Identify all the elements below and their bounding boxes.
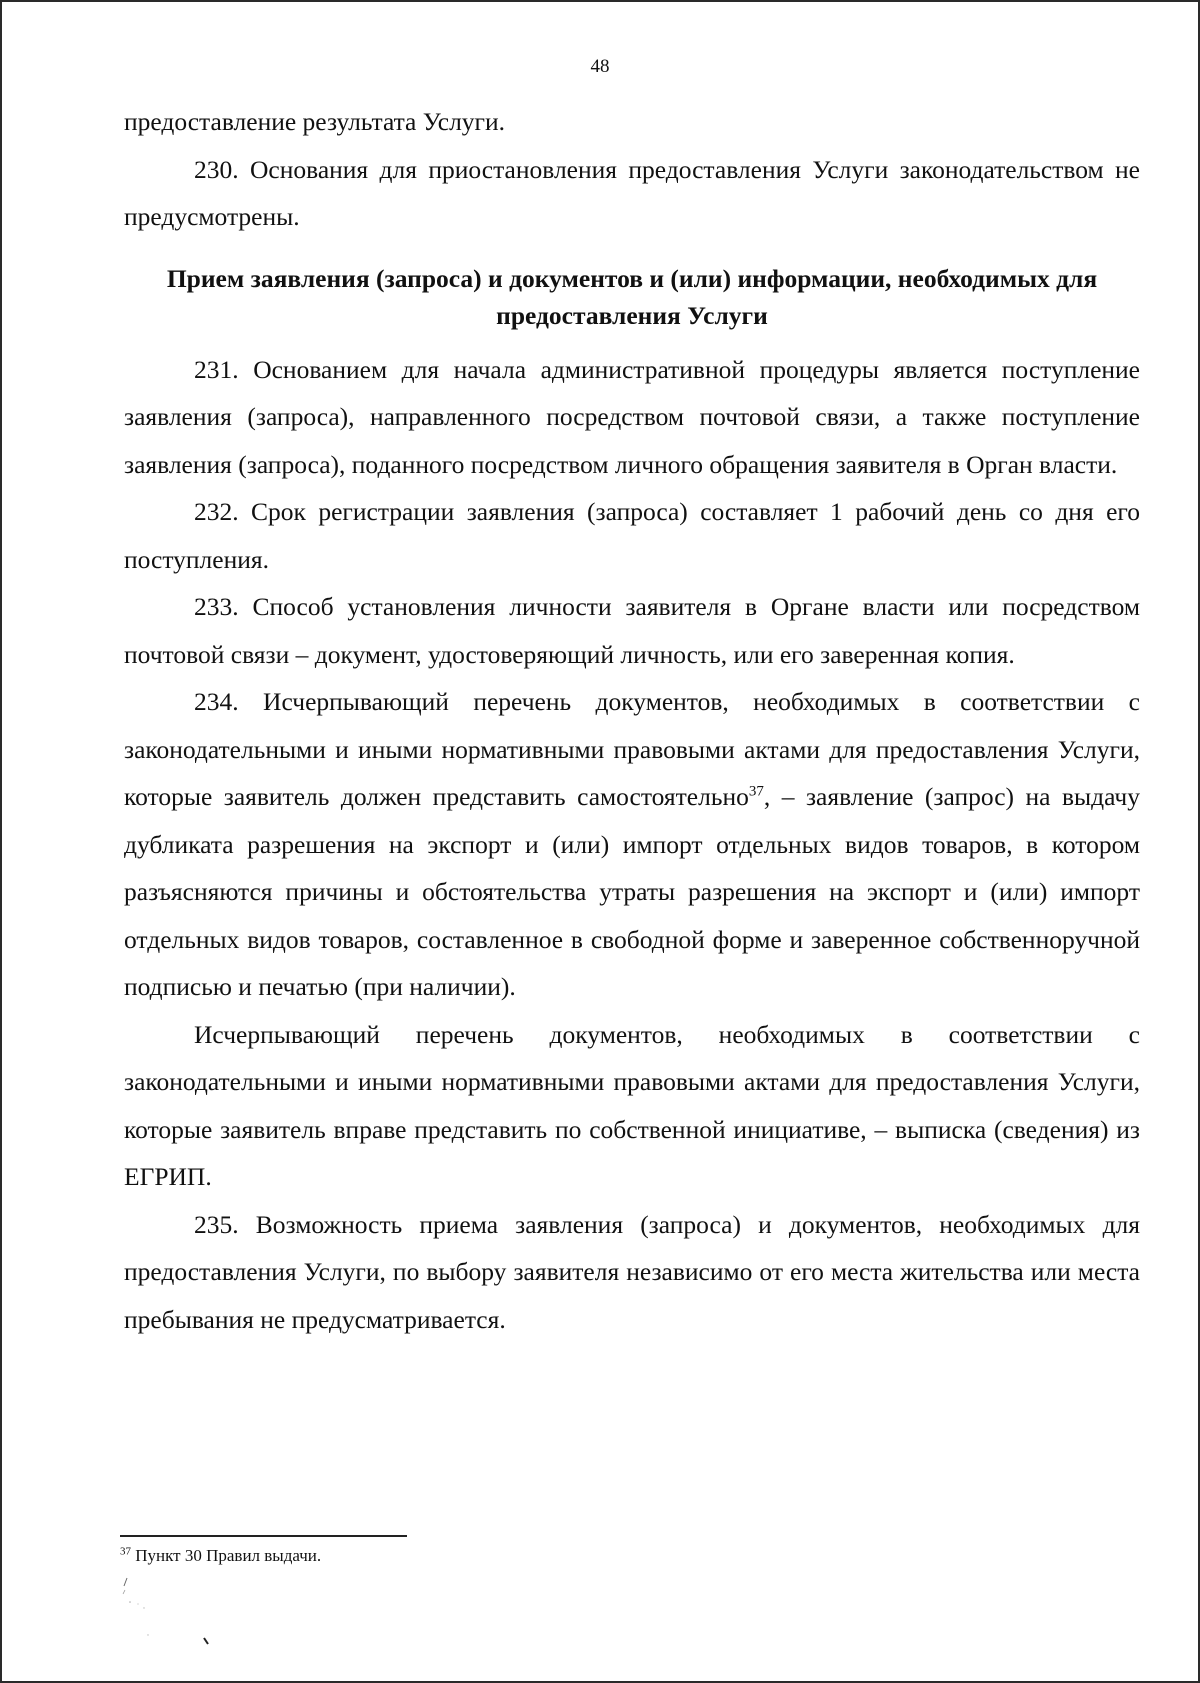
scan-specks: [120, 1570, 220, 1660]
paragraph-continuation: предоставление результата Услуги.: [124, 107, 506, 136]
document-body: [124, 98, 1140, 1343]
footnote-text: Пункт 30 Правил выдачи.: [131, 1546, 322, 1565]
paragraph-232: 232. Срок регистрации заявления (запроса) составляет 1 рабочий день со дня его поступления.: [124, 497, 1140, 574]
paragraph-234-text-start: 234. Исчерпывающий перечень документов, необходимых в соответствии с законодательными и иными нормативными правовыми актами для предоставления Услуги, которые заявитель должен представить самостоятельно: [124, 687, 1140, 811]
footnote-reference[interactable]: 37: [748, 783, 764, 800]
section-heading: Прием заявления (запроса) и документов и (или) информации, необходимых для предоставления Услуги: [166, 263, 1098, 330]
paragraph-234-optional-documents: Исчерпывающий перечень документов, необходимых в соответствии с законодательными и иными нормативными правовыми актами для предоставления Услуги, которые заявитель вправе представить по собственной инициативе, – выписка (сведения) из ЕГРИП.: [124, 1019, 1140, 1191]
paragraph-234: [124, 678, 1140, 1011]
paragraph-230: 230. Основания для приостановления предоставления Услуги законодательством не предусмотрены.: [124, 154, 1140, 231]
footnote-separator: [120, 1535, 407, 1537]
paragraph-234-text-end: , – заявление (запрос) на выдачу дубликата разрешения на экспорт и (или) импорт отдельных видов товаров, в котором разъясняются причины и обстоятельства утраты разрешения на экспорт и (или) импорт отдельных видов товаров, составленное в свободной форме и заверенное собственноручной подписью и печатью (при наличии).: [124, 782, 1140, 1001]
paragraph-231: 231. Основанием для начала административной процедуры является поступление заявления (запроса), направленного посредством почтовой связи, а также поступление заявления (запроса), поданного посредством личного обращения заявителя в Орган власти.: [124, 354, 1140, 479]
paragraph-233: 233. Способ установления личности заявителя в Органе власти или посредством почтовой связи – документ, удостоверяющий личность, или его заверенная копия.: [124, 592, 1140, 669]
page-number: 48: [590, 56, 610, 77]
footnote: [120, 1545, 321, 1567]
footnote-marker: 37: [120, 1545, 131, 1558]
paragraph-235: 235. Возможность приема заявления (запроса) и документов, необходимых для предоставления Услуги, по выбору заявителя независимо от его места жительства или места пребывания не предусматривается.: [124, 1209, 1140, 1334]
